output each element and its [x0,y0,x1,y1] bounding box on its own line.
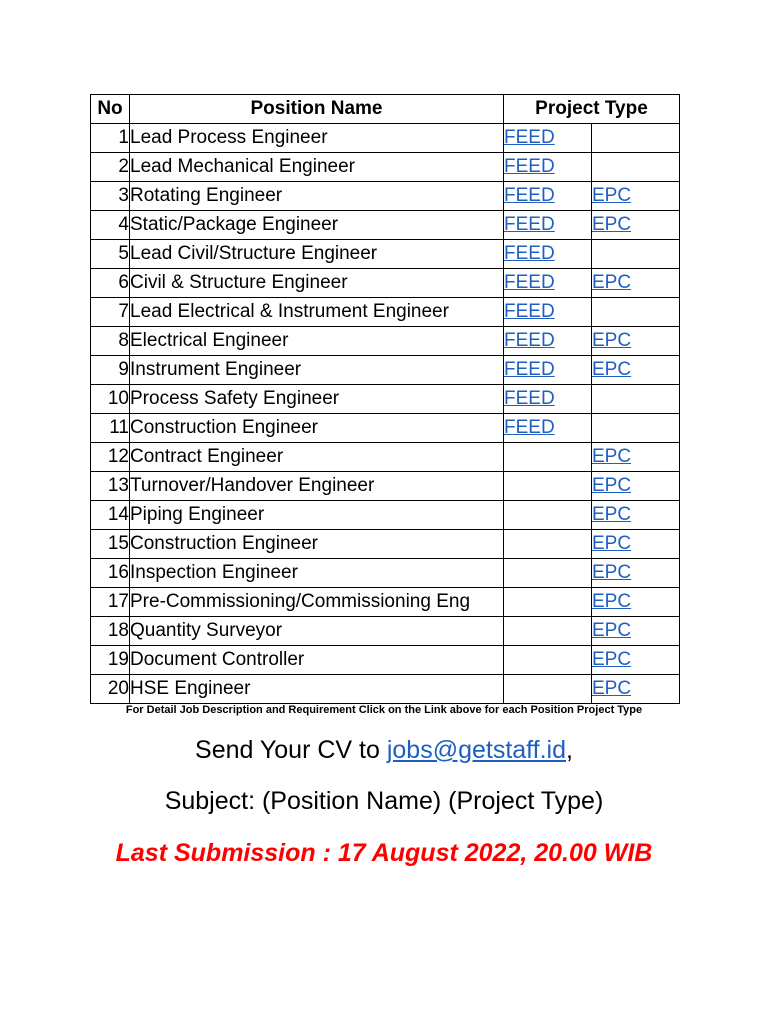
row-number: 10 [91,385,130,414]
epc-link[interactable]: EPC [592,533,632,554]
table-row [91,588,680,617]
feed-link[interactable]: FEED [504,388,555,409]
position-name: Rotating Engineer [130,182,504,211]
position-name: Construction Engineer [130,414,504,443]
table-row [91,327,680,356]
feed-link[interactable]: FEED [504,417,555,438]
header-position-name: Position Name [130,95,504,124]
epc-cell [592,385,680,414]
epc-cell [592,559,680,588]
feed-link[interactable]: FEED [504,156,555,177]
row-number: 12 [91,443,130,472]
feed-cell [504,240,592,269]
feed-cell [504,298,592,327]
table-row [91,153,680,182]
table-row [91,617,680,646]
position-name: Piping Engineer [130,501,504,530]
epc-cell [592,240,680,269]
epc-link[interactable]: EPC [592,359,632,380]
feed-link[interactable]: FEED [504,359,555,380]
feed-cell [504,675,592,704]
feed-cell [504,153,592,182]
epc-cell [592,530,680,559]
epc-link[interactable]: EPC [592,330,632,351]
detail-note: For Detail Job Description and Requirement Click on the Link above for each Position Project Type [125,704,643,716]
epc-cell [592,588,680,617]
row-number: 20 [91,675,130,704]
position-name: Pre-Commissioning/Commissioning Eng [130,588,504,617]
epc-cell [592,646,680,675]
feed-cell [504,211,592,240]
epc-cell [592,675,680,704]
position-name: Lead Electrical & Instrument Engineer [130,298,504,327]
feed-cell [504,588,592,617]
feed-cell [504,182,592,211]
feed-link[interactable]: FEED [504,301,555,322]
feed-cell [504,385,592,414]
position-name: Lead Process Engineer [130,124,504,153]
position-name: Static/Package Engineer [130,211,504,240]
feed-cell [504,443,592,472]
epc-link[interactable]: EPC [592,562,632,583]
row-number: 2 [91,153,130,182]
header-no: No [91,95,130,124]
epc-link[interactable]: EPC [592,475,632,496]
feed-cell [504,269,592,298]
epc-cell [592,298,680,327]
feed-cell [504,501,592,530]
row-number: 14 [91,501,130,530]
table-row [91,472,680,501]
position-name: Lead Mechanical Engineer [130,153,504,182]
row-number: 13 [91,472,130,501]
table-row [91,443,680,472]
table-row [91,530,680,559]
table-row [91,240,680,269]
epc-cell [592,269,680,298]
header-project-type: Project Type [504,95,680,124]
epc-link[interactable]: EPC [592,446,632,467]
send-cv-line [0,736,768,765]
table-row [91,211,680,240]
feed-link[interactable]: FEED [504,214,555,235]
table-row [91,559,680,588]
position-name: Quantity Surveyor [130,617,504,646]
row-number: 8 [91,327,130,356]
table-row [91,298,680,327]
feed-link[interactable]: FEED [504,272,555,293]
epc-link[interactable]: EPC [592,185,632,206]
row-number: 6 [91,269,130,298]
row-number: 9 [91,356,130,385]
feed-cell [504,124,592,153]
position-name: Turnover/Handover Engineer [130,472,504,501]
epc-cell [592,211,680,240]
table-body [91,124,680,704]
table-row [91,356,680,385]
send-cv-suffix: , [566,736,573,764]
table-row [91,269,680,298]
epc-cell [592,153,680,182]
row-number: 19 [91,646,130,675]
position-name: Electrical Engineer [130,327,504,356]
table-row [91,675,680,704]
epc-link[interactable]: EPC [592,504,632,525]
position-name: Process Safety Engineer [130,385,504,414]
epc-cell [592,182,680,211]
table-row [91,646,680,675]
row-number: 3 [91,182,130,211]
epc-cell [592,472,680,501]
row-number: 7 [91,298,130,327]
position-name: Contract Engineer [130,443,504,472]
row-number: 17 [91,588,130,617]
table-row [91,414,680,443]
send-cv-prefix: Send Your CV to [195,736,387,764]
email-link[interactable]: jobs@getstaff.id [386,736,567,764]
row-number: 5 [91,240,130,269]
epc-link[interactable]: EPC [592,620,632,641]
feed-cell [504,327,592,356]
feed-cell [504,559,592,588]
position-name: Civil & Structure Engineer [130,269,504,298]
table-row [91,385,680,414]
table-header-row [91,95,680,124]
position-name: Construction Engineer [130,530,504,559]
epc-link[interactable]: EPC [592,649,632,670]
feed-link[interactable]: FEED [504,330,555,351]
feed-cell [504,617,592,646]
table-row [91,182,680,211]
epc-cell [592,414,680,443]
position-name: Inspection Engineer [130,559,504,588]
epc-link[interactable]: EPC [592,214,632,235]
epc-cell [592,443,680,472]
row-number: 18 [91,617,130,646]
feed-link[interactable]: FEED [504,127,555,148]
subject-instruction: Subject: (Position Name) (Project Type) [164,787,604,815]
positions-table [90,94,680,704]
table-row [91,124,680,153]
epc-link[interactable]: EPC [592,272,632,293]
epc-cell [592,327,680,356]
position-name: Lead Civil/Structure Engineer [130,240,504,269]
position-name: Document Controller [130,646,504,675]
submission-deadline: Last Submission : 17 August 2022, 20.00 WIB [115,839,653,867]
epc-cell [592,356,680,385]
row-number: 16 [91,559,130,588]
epc-cell [592,501,680,530]
table-row [91,501,680,530]
feed-cell [504,356,592,385]
position-name: Instrument Engineer [130,356,504,385]
epc-link[interactable]: EPC [592,591,632,612]
feed-link[interactable]: FEED [504,185,555,206]
row-number: 4 [91,211,130,240]
epc-cell [592,617,680,646]
epc-link[interactable]: EPC [592,678,632,699]
row-number: 11 [91,414,130,443]
feed-cell [504,530,592,559]
row-number: 1 [91,124,130,153]
feed-cell [504,472,592,501]
row-number: 15 [91,530,130,559]
feed-cell [504,646,592,675]
feed-link[interactable]: FEED [504,243,555,264]
epc-cell [592,124,680,153]
position-name: HSE Engineer [130,675,504,704]
feed-cell [504,414,592,443]
